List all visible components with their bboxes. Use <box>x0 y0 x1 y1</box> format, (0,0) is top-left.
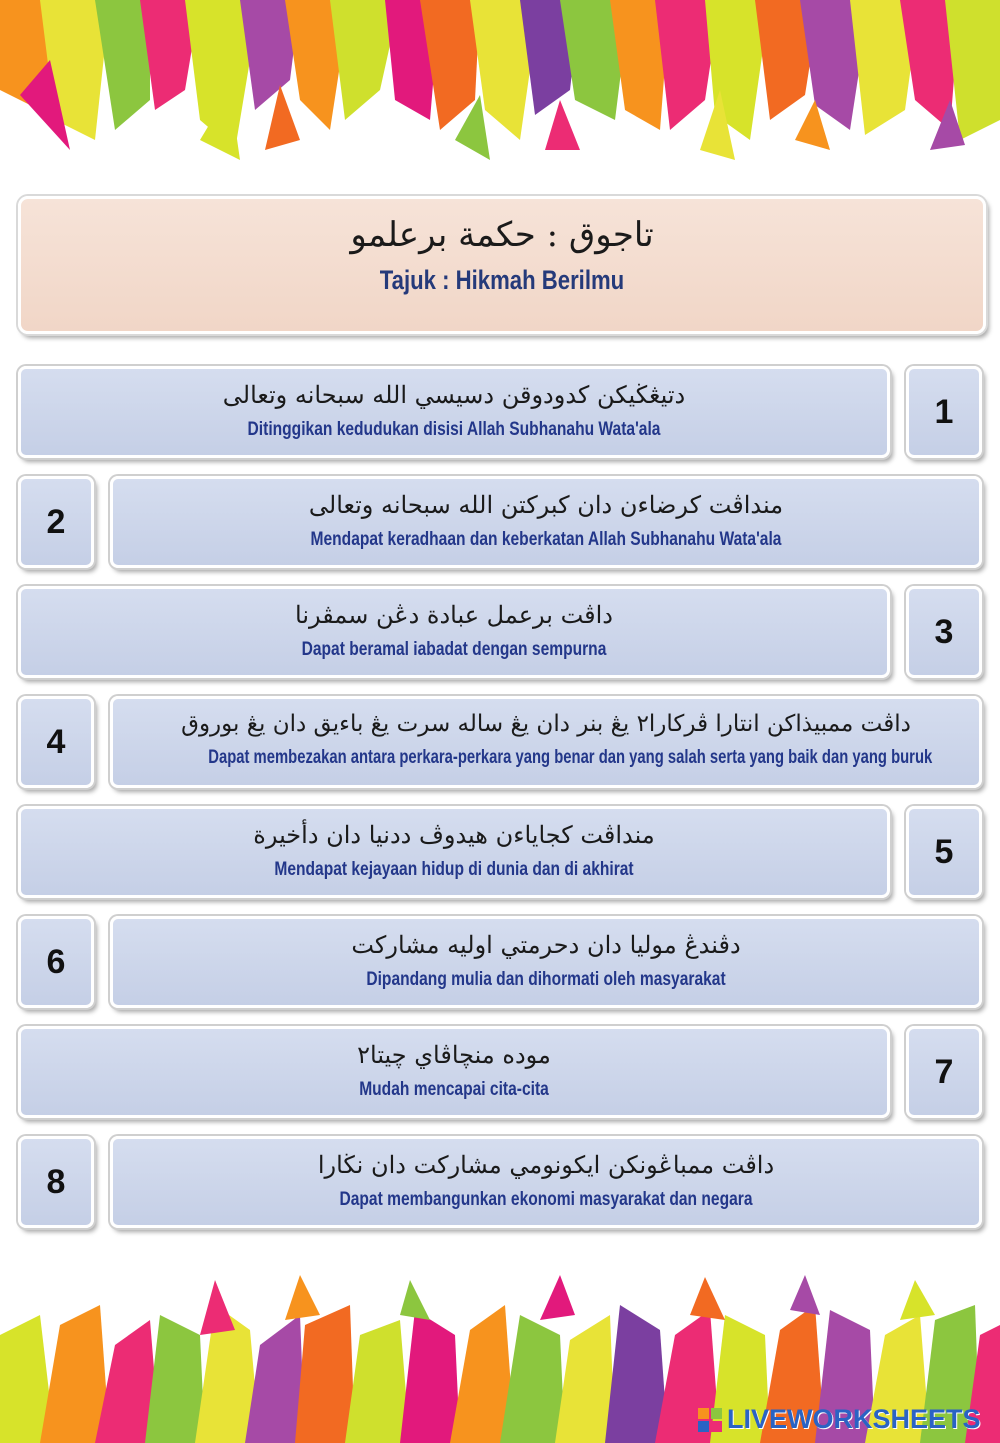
item-text-box[interactable] <box>18 1026 890 1118</box>
item-text-box[interactable] <box>110 476 982 568</box>
title-jawi: تاجوق : حكمة برعلمو <box>350 215 654 255</box>
liveworksheets-logo <box>697 1404 981 1435</box>
list-item-4 <box>18 696 980 786</box>
item-jawi-text: منداڤت كجاياءن هيدوڤ ددنيا دان دأخيرة <box>253 821 655 849</box>
item-text-box[interactable] <box>110 1136 982 1228</box>
item-text-box[interactable] <box>18 366 890 458</box>
item-rumi-text: Dipandang mulia dan dihormati oleh masyarakat <box>366 969 726 990</box>
liveworksheets-icon <box>697 1407 723 1433</box>
item-text-box[interactable] <box>18 806 890 898</box>
item-text-box[interactable] <box>18 586 890 678</box>
item-rumi-text: Mudah mencapai cita-cita <box>359 1079 549 1100</box>
item-jawi-text: داڤت برعمل عبادة دڠن سمڤرنا <box>295 601 613 629</box>
item-number-box[interactable]: 5 <box>906 806 982 898</box>
item-number-box[interactable]: 3 <box>906 586 982 678</box>
item-rumi-text: Mendapat kejayaan hidup di dunia dan di akhirat <box>274 859 634 880</box>
item-number-box[interactable]: 7 <box>906 1026 982 1118</box>
list-item-3 <box>18 586 980 676</box>
list-item-7 <box>18 1026 980 1116</box>
item-number-box[interactable]: 1 <box>906 366 982 458</box>
item-jawi-text: موده منچاڤاي چيتا٢ <box>357 1041 551 1069</box>
list-item-5 <box>18 806 980 896</box>
list-item-8 <box>18 1136 980 1226</box>
top-decorative-border <box>0 0 1000 170</box>
title-rumi: Tajuk : Hikmah Berilmu <box>379 265 625 295</box>
item-rumi-text: Ditinggikan kedudukan disisi Allah Subhanahu Wata'ala <box>247 419 661 440</box>
list-item-2 <box>18 476 980 566</box>
item-rumi-text: Dapat membangunkan ekonomi masyarakat dan negara <box>339 1189 753 1210</box>
item-text-box[interactable] <box>110 696 982 788</box>
item-rumi-text: Mendapat keradhaan dan keberkatan Allah Subhanahu Wata'ala <box>310 529 782 550</box>
item-number-box[interactable]: 6 <box>18 916 94 1008</box>
item-jawi-text: داڤت ممباڠونكن ايكونومي مشاركت دان نڬارا <box>317 1151 775 1179</box>
item-number-box[interactable]: 8 <box>18 1136 94 1228</box>
list-item-1 <box>18 366 980 456</box>
title-box <box>18 196 986 334</box>
list-item-6 <box>18 916 980 1006</box>
item-number-box[interactable]: 4 <box>18 696 94 788</box>
item-jawi-text: دتيڠڬيكن كدودوقن دسيسي الله سبحانه وتعالى <box>222 381 686 409</box>
item-jawi-text: دڤندڠ موليا دان دحرمتي اوليه مشاركت <box>351 931 741 959</box>
item-jawi-text: داڤت ممبيذاكن انتارا ڤركارا٢ يڠ بنر دان يڠ ساله سرت يڠ باءيق دان يڠ بوروق <box>181 711 911 737</box>
item-number-box[interactable]: 2 <box>18 476 94 568</box>
item-rumi-text: Dapat beramal iabadat dengan sempurna <box>301 639 607 660</box>
brand-name: LIVEWORKSHEETS <box>727 1404 981 1434</box>
item-text-box[interactable] <box>110 916 982 1008</box>
item-rumi-text: Dapat membezakan antara perkara-perkara yang benar dan yang salah serta yang baik dan yang buruk <box>208 747 933 768</box>
item-jawi-text: منداڤت كرضاءن دان كبركتن الله سبحانه وتعالى <box>308 491 784 519</box>
